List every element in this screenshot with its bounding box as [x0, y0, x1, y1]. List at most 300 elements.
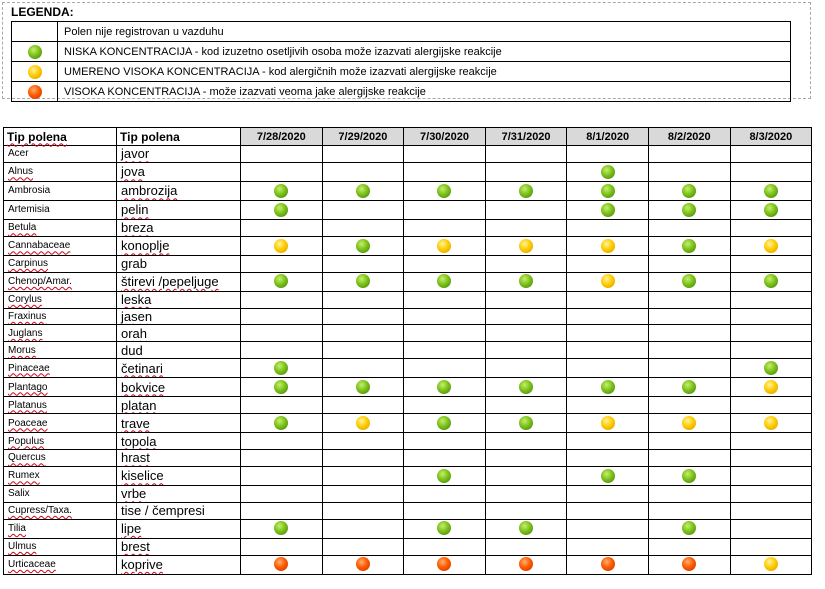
low-concentration-dot-icon	[601, 469, 615, 483]
level-cell	[485, 555, 567, 574]
level-cell	[322, 519, 404, 538]
high-concentration-dot-icon	[682, 557, 696, 571]
level-cell	[404, 342, 486, 359]
level-cell	[730, 146, 812, 163]
pollen-table	[3, 127, 812, 575]
level-cell	[730, 378, 812, 397]
local-name: dud	[117, 342, 241, 359]
low-concentration-dot-icon	[437, 521, 451, 535]
legend-high-dot-icon	[28, 85, 42, 99]
low-concentration-dot-icon	[437, 416, 451, 430]
level-cell	[567, 342, 649, 359]
table-row	[4, 433, 812, 450]
low-concentration-dot-icon	[274, 274, 288, 288]
local-name: javor	[117, 146, 241, 163]
level-cell	[322, 378, 404, 397]
legend-label: UMERENO VISOKA KONCENTRACIJA - kod alergičnih može izazvati alergijske reakcije	[58, 62, 791, 82]
latin-name: Artemisia	[4, 200, 117, 219]
local-name: koprive	[117, 555, 241, 574]
level-cell	[730, 359, 812, 378]
level-cell	[485, 359, 567, 378]
level-cell	[322, 255, 404, 272]
level-cell	[241, 342, 323, 359]
level-cell	[485, 538, 567, 555]
latin-name: Ulmus	[4, 538, 117, 555]
level-cell	[567, 485, 649, 502]
low-concentration-dot-icon	[764, 361, 778, 375]
level-cell	[404, 146, 486, 163]
level-cell	[730, 555, 812, 574]
latin-name: Acer	[4, 146, 117, 163]
level-cell	[322, 450, 404, 467]
level-cell	[322, 466, 404, 485]
legend-symbol	[12, 42, 58, 62]
moderate-concentration-dot-icon	[601, 239, 615, 253]
level-cell	[485, 485, 567, 502]
level-cell	[241, 414, 323, 433]
low-concentration-dot-icon	[356, 380, 370, 394]
level-cell	[485, 325, 567, 342]
latin-name: Fraxinus	[4, 308, 117, 325]
level-cell	[567, 291, 649, 308]
local-name: grab	[117, 255, 241, 272]
level-cell	[648, 397, 730, 414]
legend-table	[11, 21, 791, 102]
low-concentration-dot-icon	[519, 184, 533, 198]
level-cell	[241, 236, 323, 255]
latin-name: Urticaceae	[4, 555, 117, 574]
level-cell	[404, 181, 486, 200]
level-cell	[241, 162, 323, 181]
level-cell	[648, 466, 730, 485]
level-cell	[241, 308, 323, 325]
level-cell	[567, 359, 649, 378]
low-concentration-dot-icon	[437, 184, 451, 198]
header-latin: Tip polena	[4, 128, 117, 146]
low-concentration-dot-icon	[356, 184, 370, 198]
level-cell	[567, 255, 649, 272]
level-cell	[730, 466, 812, 485]
level-cell	[241, 555, 323, 574]
moderate-concentration-dot-icon	[601, 274, 615, 288]
level-cell	[648, 414, 730, 433]
level-cell	[648, 342, 730, 359]
level-cell	[241, 325, 323, 342]
high-concentration-dot-icon	[437, 557, 451, 571]
level-cell	[322, 555, 404, 574]
local-name: četinari	[117, 359, 241, 378]
latin-name: Carpinus	[4, 255, 117, 272]
level-cell	[730, 502, 812, 519]
local-name: bokvice	[117, 378, 241, 397]
low-concentration-dot-icon	[274, 361, 288, 375]
table-row	[4, 272, 812, 291]
table-row	[4, 308, 812, 325]
level-cell	[648, 325, 730, 342]
local-name: leska	[117, 291, 241, 308]
local-name: lipe	[117, 519, 241, 538]
level-cell	[485, 450, 567, 467]
legend-symbol	[12, 22, 58, 42]
level-cell	[730, 397, 812, 414]
low-concentration-dot-icon	[601, 203, 615, 217]
level-cell	[241, 200, 323, 219]
table-row	[4, 485, 812, 502]
low-concentration-dot-icon	[682, 469, 696, 483]
level-cell	[241, 146, 323, 163]
level-cell	[648, 359, 730, 378]
level-cell	[485, 291, 567, 308]
level-cell	[730, 272, 812, 291]
latin-name: Alnus	[4, 162, 117, 181]
high-concentration-dot-icon	[274, 557, 288, 571]
level-cell	[322, 342, 404, 359]
level-cell	[485, 181, 567, 200]
low-concentration-dot-icon	[519, 274, 533, 288]
level-cell	[567, 146, 649, 163]
low-concentration-dot-icon	[601, 165, 615, 179]
level-cell	[730, 342, 812, 359]
level-cell	[322, 397, 404, 414]
level-cell	[730, 236, 812, 255]
legend-item-low	[12, 42, 791, 62]
level-cell	[322, 502, 404, 519]
latin-name: Salix	[4, 485, 117, 502]
date-header: 8/3/2020	[730, 128, 812, 146]
level-cell	[241, 291, 323, 308]
level-cell	[404, 397, 486, 414]
level-cell	[322, 200, 404, 219]
low-concentration-dot-icon	[519, 521, 533, 535]
low-concentration-dot-icon	[682, 203, 696, 217]
legend-title: LEGENDA:	[11, 5, 74, 19]
date-header: 8/2/2020	[648, 128, 730, 146]
moderate-concentration-dot-icon	[601, 416, 615, 430]
level-cell	[730, 181, 812, 200]
level-cell	[485, 146, 567, 163]
latin-name: Juglans	[4, 325, 117, 342]
low-concentration-dot-icon	[274, 416, 288, 430]
low-concentration-dot-icon	[682, 521, 696, 535]
latin-name: Betula	[4, 219, 117, 236]
level-cell	[485, 219, 567, 236]
table-row	[4, 555, 812, 574]
header-row	[4, 128, 812, 146]
latin-name: Quercus	[4, 450, 117, 467]
legend-item-moderate	[12, 62, 791, 82]
date-header: 7/31/2020	[485, 128, 567, 146]
local-name: štirevi /pepeljuge	[117, 272, 241, 291]
level-cell	[404, 414, 486, 433]
local-name: brest	[117, 538, 241, 555]
level-cell	[648, 519, 730, 538]
table-row	[4, 378, 812, 397]
level-cell	[485, 308, 567, 325]
level-cell	[322, 308, 404, 325]
level-cell	[567, 555, 649, 574]
level-cell	[567, 414, 649, 433]
local-name: platan	[117, 397, 241, 414]
level-cell	[241, 433, 323, 450]
level-cell	[241, 219, 323, 236]
table-row	[4, 538, 812, 555]
low-concentration-dot-icon	[356, 274, 370, 288]
level-cell	[567, 519, 649, 538]
level-cell	[567, 502, 649, 519]
date-header: 8/1/2020	[567, 128, 649, 146]
table-row	[4, 342, 812, 359]
low-concentration-dot-icon	[682, 274, 696, 288]
level-cell	[648, 502, 730, 519]
level-cell	[648, 219, 730, 236]
level-cell	[322, 325, 404, 342]
level-cell	[730, 308, 812, 325]
moderate-concentration-dot-icon	[437, 239, 451, 253]
low-concentration-dot-icon	[682, 239, 696, 253]
table-row	[4, 414, 812, 433]
low-concentration-dot-icon	[437, 469, 451, 483]
local-name: topola	[117, 433, 241, 450]
local-name: jova	[117, 162, 241, 181]
level-cell	[567, 272, 649, 291]
level-cell	[485, 342, 567, 359]
low-concentration-dot-icon	[274, 203, 288, 217]
level-cell	[322, 146, 404, 163]
level-cell	[322, 272, 404, 291]
table-row	[4, 359, 812, 378]
level-cell	[730, 450, 812, 467]
local-name: trave	[117, 414, 241, 433]
low-concentration-dot-icon	[601, 184, 615, 198]
latin-name: Ambrosia	[4, 181, 117, 200]
level-cell	[404, 519, 486, 538]
local-name: konoplje	[117, 236, 241, 255]
level-cell	[648, 450, 730, 467]
level-cell	[241, 181, 323, 200]
moderate-concentration-dot-icon	[764, 239, 778, 253]
level-cell	[648, 255, 730, 272]
level-cell	[322, 291, 404, 308]
level-cell	[730, 485, 812, 502]
level-cell	[648, 308, 730, 325]
latin-name: Chenop/Amar.	[4, 272, 117, 291]
level-cell	[648, 162, 730, 181]
level-cell	[648, 485, 730, 502]
table-row	[4, 219, 812, 236]
level-cell	[322, 181, 404, 200]
legend-label: NISKA KONCENTRACIJA - kod izuzetno osetljivih osoba može izazvati alergijske reakcije	[58, 42, 791, 62]
table-row	[4, 519, 812, 538]
level-cell	[241, 359, 323, 378]
high-concentration-dot-icon	[519, 557, 533, 571]
level-cell	[730, 519, 812, 538]
level-cell	[404, 255, 486, 272]
table-row	[4, 236, 812, 255]
level-cell	[322, 219, 404, 236]
level-cell	[404, 219, 486, 236]
level-cell	[404, 378, 486, 397]
table-row	[4, 255, 812, 272]
latin-name: Cannabaceae	[4, 236, 117, 255]
level-cell	[567, 538, 649, 555]
low-concentration-dot-icon	[274, 521, 288, 535]
level-cell	[485, 466, 567, 485]
low-concentration-dot-icon	[437, 380, 451, 394]
moderate-concentration-dot-icon	[764, 416, 778, 430]
level-cell	[404, 502, 486, 519]
level-cell	[404, 538, 486, 555]
level-cell	[241, 519, 323, 538]
low-concentration-dot-icon	[682, 380, 696, 394]
level-cell	[322, 359, 404, 378]
local-name: ambrozija	[117, 181, 241, 200]
level-cell	[485, 414, 567, 433]
level-cell	[485, 378, 567, 397]
level-cell	[485, 397, 567, 414]
level-cell	[730, 162, 812, 181]
level-cell	[404, 308, 486, 325]
low-concentration-dot-icon	[601, 380, 615, 394]
legend-symbol	[12, 82, 58, 102]
level-cell	[648, 200, 730, 219]
level-cell	[730, 219, 812, 236]
low-concentration-dot-icon	[356, 239, 370, 253]
level-cell	[241, 485, 323, 502]
low-concentration-dot-icon	[764, 274, 778, 288]
high-concentration-dot-icon	[356, 557, 370, 571]
table-row	[4, 162, 812, 181]
level-cell	[567, 236, 649, 255]
level-cell	[404, 555, 486, 574]
level-cell	[567, 200, 649, 219]
latin-name: Plantago	[4, 378, 117, 397]
level-cell	[404, 433, 486, 450]
level-cell	[648, 433, 730, 450]
level-cell	[485, 236, 567, 255]
level-cell	[648, 555, 730, 574]
level-cell	[567, 308, 649, 325]
latin-name: Rumex	[4, 466, 117, 485]
level-cell	[241, 538, 323, 555]
level-cell	[730, 255, 812, 272]
legend-low-dot-icon	[28, 45, 42, 59]
level-cell	[322, 162, 404, 181]
level-cell	[648, 181, 730, 200]
low-concentration-dot-icon	[764, 184, 778, 198]
moderate-concentration-dot-icon	[519, 239, 533, 253]
level-cell	[730, 414, 812, 433]
table-row	[4, 502, 812, 519]
level-cell	[567, 181, 649, 200]
latin-name: Platanus	[4, 397, 117, 414]
level-cell	[404, 162, 486, 181]
date-header: 7/28/2020	[241, 128, 323, 146]
low-concentration-dot-icon	[519, 380, 533, 394]
level-cell	[322, 433, 404, 450]
level-cell	[485, 502, 567, 519]
level-cell	[567, 433, 649, 450]
legend-label: VISOKA KONCENTRACIJA - može izazvati veoma jake alergijske reakcije	[58, 82, 791, 102]
level-cell	[567, 162, 649, 181]
low-concentration-dot-icon	[682, 184, 696, 198]
local-name: vrbe	[117, 485, 241, 502]
legend-symbol	[12, 62, 58, 82]
moderate-concentration-dot-icon	[274, 239, 288, 253]
moderate-concentration-dot-icon	[764, 557, 778, 571]
date-header: 7/29/2020	[322, 128, 404, 146]
level-cell	[648, 272, 730, 291]
level-cell	[404, 359, 486, 378]
level-cell	[241, 397, 323, 414]
level-cell	[485, 433, 567, 450]
level-cell	[404, 236, 486, 255]
moderate-concentration-dot-icon	[682, 416, 696, 430]
level-cell	[567, 466, 649, 485]
level-cell	[567, 397, 649, 414]
local-name: tise / čempresi	[117, 502, 241, 519]
latin-name: Cupress/Taxa.	[4, 502, 117, 519]
low-concentration-dot-icon	[437, 274, 451, 288]
level-cell	[322, 236, 404, 255]
date-header: 7/30/2020	[404, 128, 486, 146]
moderate-concentration-dot-icon	[764, 380, 778, 394]
level-cell	[241, 255, 323, 272]
local-name: jasen	[117, 308, 241, 325]
table-row	[4, 325, 812, 342]
level-cell	[485, 519, 567, 538]
latin-name: Poaceae	[4, 414, 117, 433]
table-row	[4, 397, 812, 414]
local-name: orah	[117, 325, 241, 342]
level-cell	[567, 450, 649, 467]
level-cell	[404, 325, 486, 342]
level-cell	[322, 414, 404, 433]
level-cell	[404, 272, 486, 291]
level-cell	[648, 538, 730, 555]
level-cell	[730, 325, 812, 342]
high-concentration-dot-icon	[601, 557, 615, 571]
latin-name: Populus	[4, 433, 117, 450]
level-cell	[404, 466, 486, 485]
level-cell	[730, 291, 812, 308]
level-cell	[567, 219, 649, 236]
legend-item-high	[12, 82, 791, 102]
legend-box	[2, 2, 811, 99]
level-cell	[648, 146, 730, 163]
level-cell	[241, 502, 323, 519]
level-cell	[322, 485, 404, 502]
latin-name: Morus	[4, 342, 117, 359]
level-cell	[404, 200, 486, 219]
level-cell	[648, 291, 730, 308]
table-row	[4, 200, 812, 219]
table-row	[4, 291, 812, 308]
level-cell	[730, 433, 812, 450]
level-cell	[567, 325, 649, 342]
latin-name: Corylus	[4, 291, 117, 308]
local-name: hrast	[117, 450, 241, 467]
level-cell	[567, 378, 649, 397]
latin-name: Pinaceae	[4, 359, 117, 378]
table-row	[4, 181, 812, 200]
level-cell	[241, 378, 323, 397]
legend-item-none	[12, 22, 791, 42]
legend-moderate-dot-icon	[28, 65, 42, 79]
header-local: Tip polena	[117, 128, 241, 146]
level-cell	[404, 485, 486, 502]
table-row	[4, 450, 812, 467]
level-cell	[648, 236, 730, 255]
